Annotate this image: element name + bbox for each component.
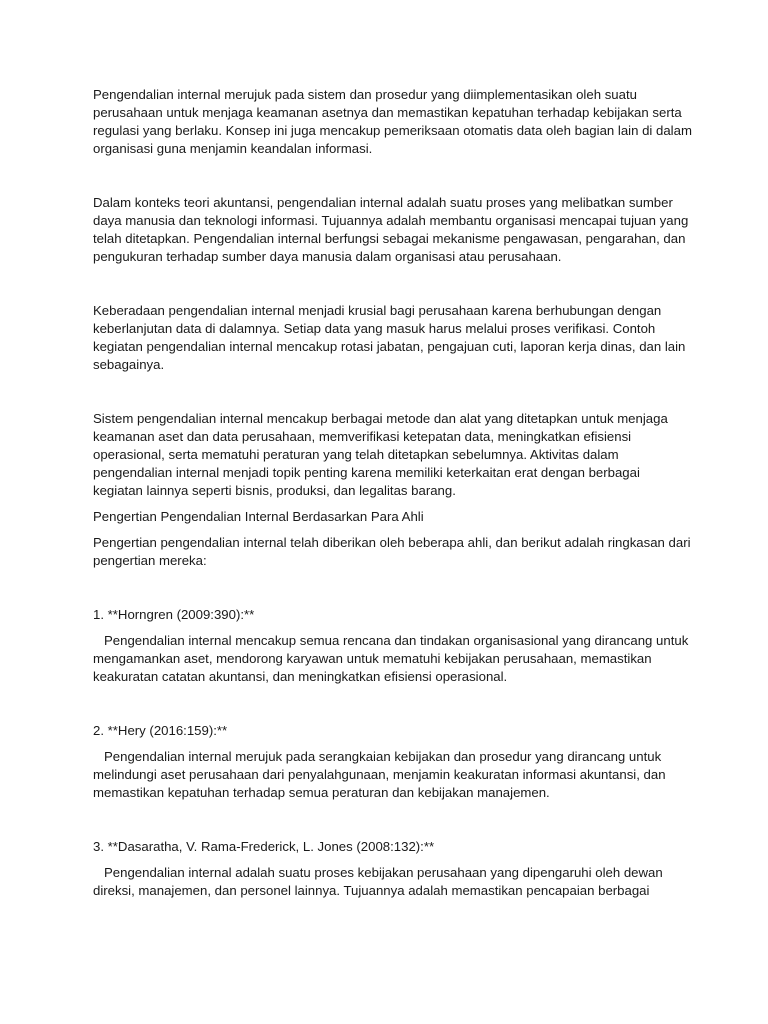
expert-body-dasaratha: Pengendalian internal adalah suatu proses kebijakan perusahaan yang dipengaruhi oleh dewan direksi, manajemen, dan personel lainnya. Tujuannya adalah memastikan pencapaian berbagai [93,865,663,898]
expert-title-hery: 2. **Hery (2016:159):** [93,723,228,738]
document-page [93,86,693,900]
expert-title-dasaratha: 3. **Dasaratha, V. Rama-Frederick, L. Jones (2008:132):** [93,839,435,854]
expert-body-hery: Pengendalian internal merujuk pada serangkaian kebijakan dan prosedur yang dirancang untuk melindungi aset perusahaan dari penyalahgunaan, menjamin keakuratan informasi akuntansi, dan memastikan kepatuhan terhadap semua peraturan dan kebijakan manajemen. [93,749,666,800]
expert-body-horngren: Pengendalian internal mencakup semua rencana dan tindakan organisasional yang dirancang untuk mengamankan aset, mendorong karyawan untuk mematuhi kebijakan perusahaan, memastikan keakuratan catatan akuntansi, dan meningkatkan efisiensi operasional. [93,633,689,684]
paragraph-accounting-theory: Dalam konteks teori akuntansi, pengendalian internal adalah suatu proses yang melibatkan sumber daya manusia dan teknologi informasi. Tujuannya adalah membantu organisasi mencapai tujuan yang telah ditetapkan. Pengendalian internal berfungsi sebagai mekanisme pengawasan, pengarahan, dan pengukuran terhadap sumber daya manusia dalam organisasi atau perusahaan. [93,195,689,264]
paragraph-system-description: Sistem pengendalian internal mencakup berbagai metode dan alat yang ditetapkan untuk menjaga keamanan aset dan data perusahaan, memverifikasi ketepatan data, meningkatkan efisiensi operasional, serta mematuhi peraturan yang telah ditetapkan sebelumnya. Aktivitas dalam pengendalian internal menjadi topik penting karena memiliki keterkaitan erat dengan berbagai kegiatan lainnya seperti bisnis, produksi, dan legalitas barang. [93,411,668,498]
paragraph-importance: Keberadaan pengendalian internal menjadi krusial bagi perusahaan karena berhubungan dengan keberlanjutan data di dalamnya. Setiap data yang masuk harus melalui proses verifikasi. Contoh kegiatan pengendalian internal mencakup rotasi jabatan, pengajuan cuti, laporan kerja dinas, dan lain sebagainya. [93,303,686,372]
paragraph-internal-control-definition: Pengendalian internal merujuk pada sistem dan prosedur yang diimplementasikan oleh suatu perusahaan untuk menjaga keamanan asetnya dan memastikan kepatuhan terhadap kebijakan serta regulasi yang berlaku. Konsep ini juga mencakup pemeriksaan otomatis data oleh bagian lain di dalam organisasi guna menjamin keandalan informasi. [93,87,692,156]
expert-title-horngren: 1. **Horngren (2009:390):** [93,607,255,622]
section-heading: Pengertian Pengendalian Internal Berdasarkan Para Ahli [93,509,424,524]
paragraph-intro: Pengertian pengendalian internal telah diberikan oleh beberapa ahli, dan berikut adalah ringkasan dari pengertian mereka: [93,535,691,568]
